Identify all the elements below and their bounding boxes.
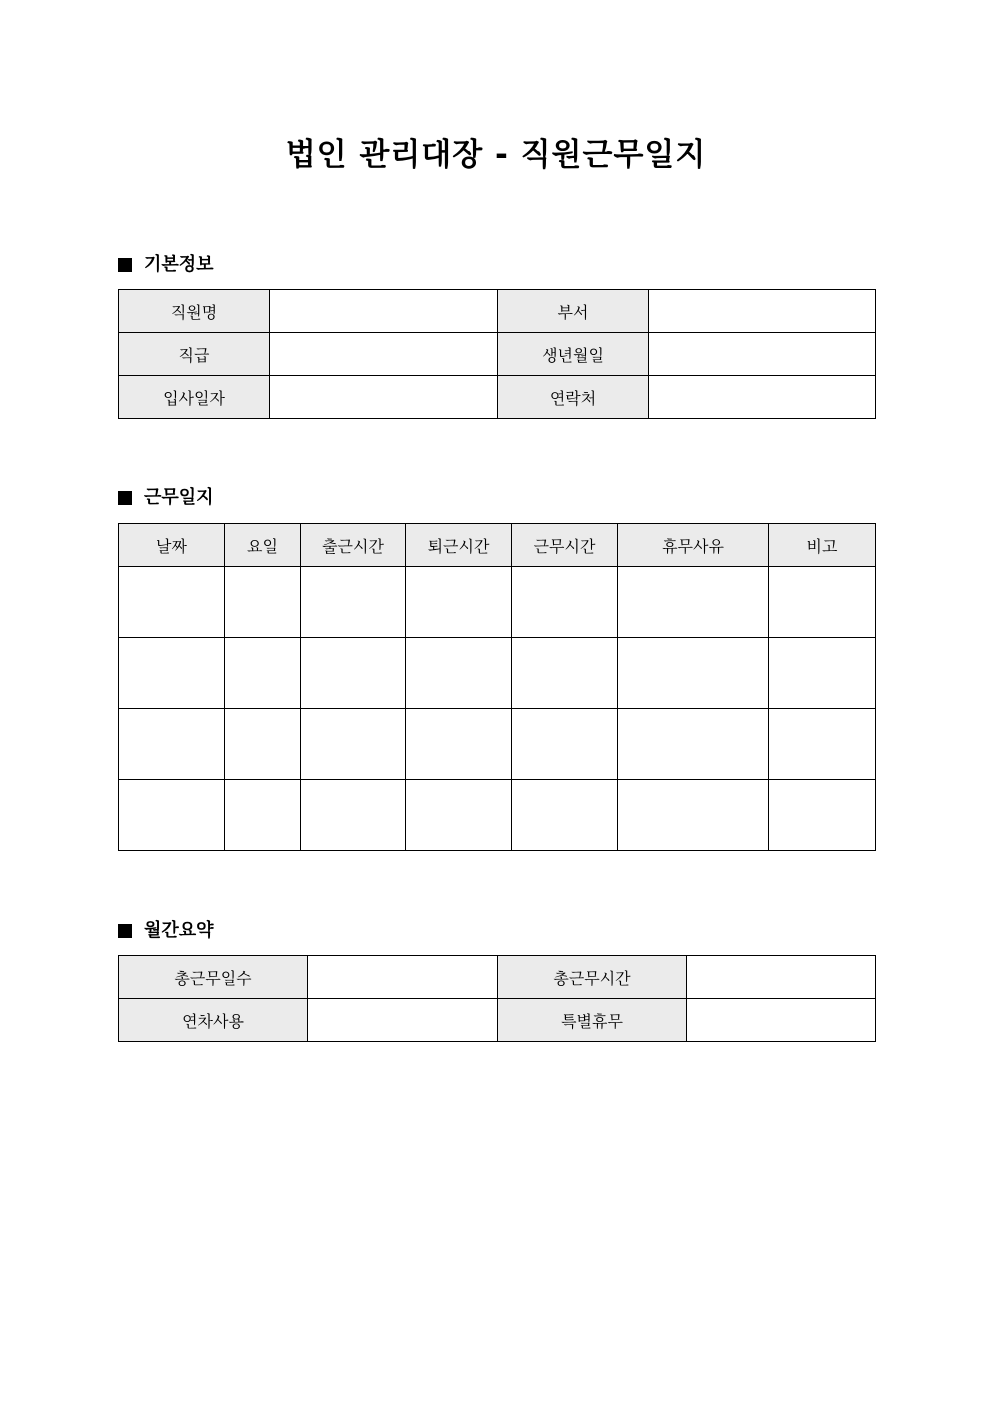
table-row (119, 709, 876, 780)
leave-reason-cell[interactable] (618, 638, 769, 709)
work-log-table (118, 523, 876, 851)
clock-in-cell[interactable] (301, 709, 406, 780)
position-label: 직급 (119, 333, 270, 376)
date-cell[interactable] (119, 709, 225, 780)
remarks-cell[interactable] (769, 638, 876, 709)
special-leave-field[interactable] (687, 999, 876, 1042)
birth-date-label: 생년월일 (498, 333, 649, 376)
column-header-work-hours: 근무시간 (512, 524, 618, 567)
basic-info-table (118, 289, 876, 419)
leave-reason-cell[interactable] (618, 780, 769, 851)
work-hours-cell[interactable] (512, 709, 618, 780)
clock-in-cell[interactable] (301, 780, 406, 851)
leave-reason-cell[interactable] (618, 709, 769, 780)
clock-out-cell[interactable] (406, 567, 512, 638)
column-header-leave-reason: 휴무사유 (618, 524, 769, 567)
weekday-cell[interactable] (225, 638, 301, 709)
clock-in-cell[interactable] (301, 567, 406, 638)
basic-info-heading (118, 253, 214, 277)
table-row (119, 999, 876, 1042)
black-square-icon (118, 491, 132, 505)
monthly-summary-heading-text: 월간요약 (144, 920, 214, 941)
work-log-heading (118, 486, 214, 510)
remarks-cell[interactable] (769, 709, 876, 780)
weekday-cell[interactable] (225, 709, 301, 780)
contact-field[interactable] (649, 376, 876, 419)
employee-name-field[interactable] (270, 290, 498, 333)
column-header-weekday: 요일 (225, 524, 301, 567)
position-field[interactable] (270, 333, 498, 376)
hire-date-label: 입사일자 (119, 376, 270, 419)
table-header-row (119, 524, 876, 567)
black-square-icon (118, 924, 132, 938)
date-cell[interactable] (119, 567, 225, 638)
hire-date-field[interactable] (270, 376, 498, 419)
birth-date-field[interactable] (649, 333, 876, 376)
black-square-icon (118, 258, 132, 272)
monthly-summary-table (118, 955, 876, 1042)
clock-out-cell[interactable] (406, 709, 512, 780)
remarks-cell[interactable] (769, 780, 876, 851)
work-hours-cell[interactable] (512, 567, 618, 638)
total-work-days-field[interactable] (308, 956, 498, 999)
annual-leave-used-label: 연차사용 (119, 999, 308, 1042)
table-row (119, 376, 876, 419)
weekday-cell[interactable] (225, 567, 301, 638)
department-field[interactable] (649, 290, 876, 333)
basic-info-heading-text: 기본정보 (144, 254, 214, 275)
leave-reason-cell[interactable] (618, 567, 769, 638)
column-header-date: 날짜 (119, 524, 225, 567)
table-row (119, 290, 876, 333)
employee-name-label: 직원명 (119, 290, 270, 333)
table-row (119, 780, 876, 851)
column-header-remarks: 비고 (769, 524, 876, 567)
work-hours-cell[interactable] (512, 638, 618, 709)
remarks-cell[interactable] (769, 567, 876, 638)
column-header-clock-in: 출근시간 (301, 524, 406, 567)
monthly-summary-heading (118, 919, 214, 943)
date-cell[interactable] (119, 780, 225, 851)
work-log-heading-text: 근무일지 (144, 487, 214, 508)
contact-label: 연락처 (498, 376, 649, 419)
total-work-hours-field[interactable] (687, 956, 876, 999)
page-title: 법인 관리대장 - 직원근무일지 (285, 137, 707, 173)
table-row (119, 956, 876, 999)
annual-leave-used-field[interactable] (308, 999, 498, 1042)
total-work-hours-label: 총근무시간 (498, 956, 687, 999)
column-header-clock-out: 퇴근시간 (406, 524, 512, 567)
clock-in-cell[interactable] (301, 638, 406, 709)
table-row (119, 567, 876, 638)
date-cell[interactable] (119, 638, 225, 709)
work-hours-cell[interactable] (512, 780, 618, 851)
clock-out-cell[interactable] (406, 638, 512, 709)
table-row (119, 638, 876, 709)
total-work-days-label: 총근무일수 (119, 956, 308, 999)
weekday-cell[interactable] (225, 780, 301, 851)
department-label: 부서 (498, 290, 649, 333)
clock-out-cell[interactable] (406, 780, 512, 851)
special-leave-label: 특별휴무 (498, 999, 687, 1042)
table-row (119, 333, 876, 376)
